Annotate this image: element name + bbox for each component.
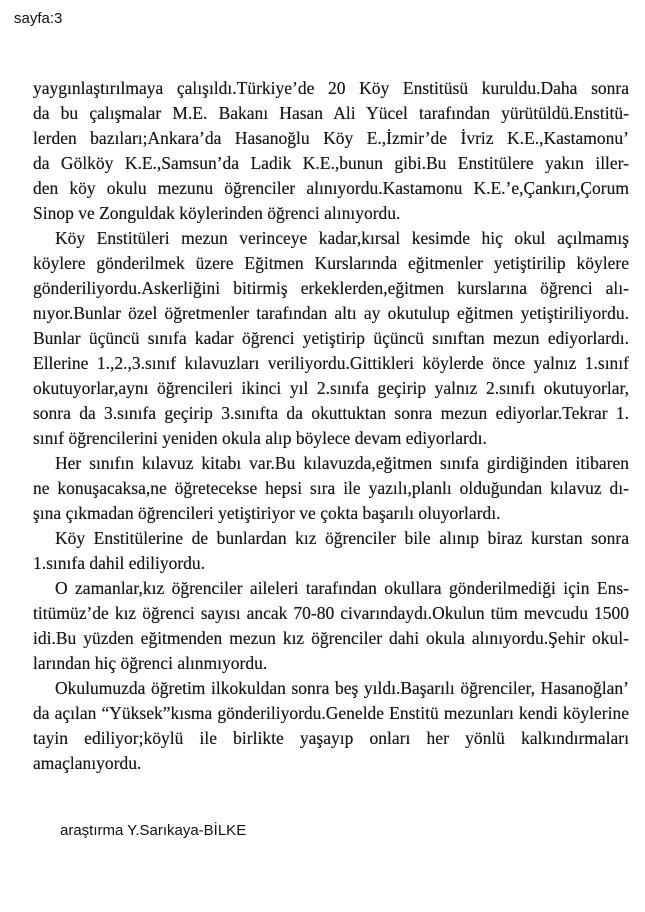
text-line: Köy Enstitüleri mezun verinceye kadar,kırsal kesimde hiç okul açılmamış bbox=[55, 228, 629, 248]
text-line: gönderiliyordu.Askerliğini bitirmiş erkeklerden,eğitmen kurslarına öğrenci alı- bbox=[33, 278, 629, 298]
text-line: sınıf öğrencilerini yeniden okula alıp böylece devam ediyorlardı. bbox=[33, 428, 487, 448]
text-line: Okulumuzda öğretim ilkokuldan sonra beş yıldı.Başarılı öğrenciler, Hasanoğlan’ bbox=[55, 678, 629, 698]
text-line: da Gölköy K.E.,Samsun’da Ladik K.E.,bunun gibi.Bu Enstitülere yakın iller- bbox=[33, 153, 629, 173]
text-line: Her sınıfın kılavuz kitabı var.Bu kılavuzda,eğitmen sınıfa girdiğinden itibaren bbox=[55, 453, 629, 473]
text-line: Sinop ve Zonguldak köylerinden öğrenci alınıyordu. bbox=[33, 203, 401, 223]
text-line: den köy okulu mezunu öğrenciler alınıyordu.Kastamonu K.E.’e,Çankırı,Çorum bbox=[33, 178, 629, 198]
text-line: ne konuşacaksa,ne öğretecekse hepsi sıra ile yazılı,planlı olduğundan kılavuz dı- bbox=[33, 478, 629, 498]
paragraph bbox=[33, 676, 629, 776]
text-line: titümüz’de kız öğrenci sayısı ancak 70-80 civarındaydı.Okulun tüm mevcudu 1500 bbox=[33, 603, 629, 623]
paragraph bbox=[33, 451, 629, 526]
text-line: larından hiç öğrenci alınmıyordu. bbox=[33, 653, 268, 673]
paragraph bbox=[33, 226, 629, 451]
text-line: yaygınlaştırılmaya çalışıldı.Türkiye’de 20 Köy Enstitüsü kuruldu.Daha sonra bbox=[33, 78, 629, 98]
document-body bbox=[33, 76, 629, 776]
text-line: lerden bazıları;Ankara’da Hasanoğlu Köy E.,İzmir’de İvriz K.E.,Kastamonu’ bbox=[33, 128, 629, 148]
text-line: O zamanlar,kız öğrenciler aileleri tarafından okullara gönderilmediği için Ens- bbox=[55, 578, 629, 598]
text-line: nıyor.Bunlar özel öğretmenler tarafından altı ay okutulup eğitmen yetiştiriliyordu. bbox=[33, 303, 629, 323]
text-line: 1.sınıfa dahil ediliyordu. bbox=[33, 553, 206, 573]
page-number-label: sayfa:3 bbox=[14, 10, 63, 27]
text-line: idi.Bu yüzden eğitmenden mezun kız öğrenciler dahi okula alınıyordu.Şehir okul- bbox=[33, 628, 629, 648]
text-line: da bu çalışmalar M.E. Bakanı Hasan Ali Yücel tarafından yürütüldü.Enstitü- bbox=[33, 103, 629, 123]
text-line: tayin ediliyor;köylü ile birlikte yaşayıp onları her yönlü kalkındırmaları amaçlanıyordu. bbox=[33, 728, 629, 773]
paragraph bbox=[33, 576, 629, 676]
text-line: Ellerine 1.,2.,3.sınıf kılavuzları veriliyordu.Gittikleri köylerde önce yalnız 1.sınıf bbox=[33, 353, 629, 373]
text-line: sonra da 3.sınıfa geçirip 3.sınıfta da okuttuktan sonra mezun ediyorlar.Tekrar 1. bbox=[33, 403, 629, 423]
paragraph bbox=[33, 526, 629, 576]
text-line: da açılan “Yüksek”kısma gönderiliyordu.Genelde Enstitü mezunları kendi köylerine bbox=[33, 703, 629, 723]
text-line: okutuyorlar,aynı öğrencileri ikinci yıl 2.sınıfa geçirip yalnız 2.sınıfı okutuyorlar, bbox=[33, 378, 629, 398]
text-line: Bunlar üçüncü sınıfa kadar öğrenci yetiştirip üçüncü sınıftan mezun ediyorlardı. bbox=[33, 328, 629, 348]
text-line: Köy Enstitülerine de bunlardan kız öğrenciler bile alınıp biraz kurstan sonra bbox=[55, 528, 629, 548]
footer-credit: araştırma Y.Sarıkaya-BİLKE bbox=[60, 822, 247, 839]
text-line: köylere gönderilmek üzere Eğitmen Kurslarında eğitmenler yetiştirilip köylere bbox=[33, 253, 629, 273]
paragraph bbox=[33, 76, 629, 226]
text-line: şına çıkmadan öğrencileri yetiştiriyor ve çokta başarılı oluyorlardı. bbox=[33, 503, 501, 523]
